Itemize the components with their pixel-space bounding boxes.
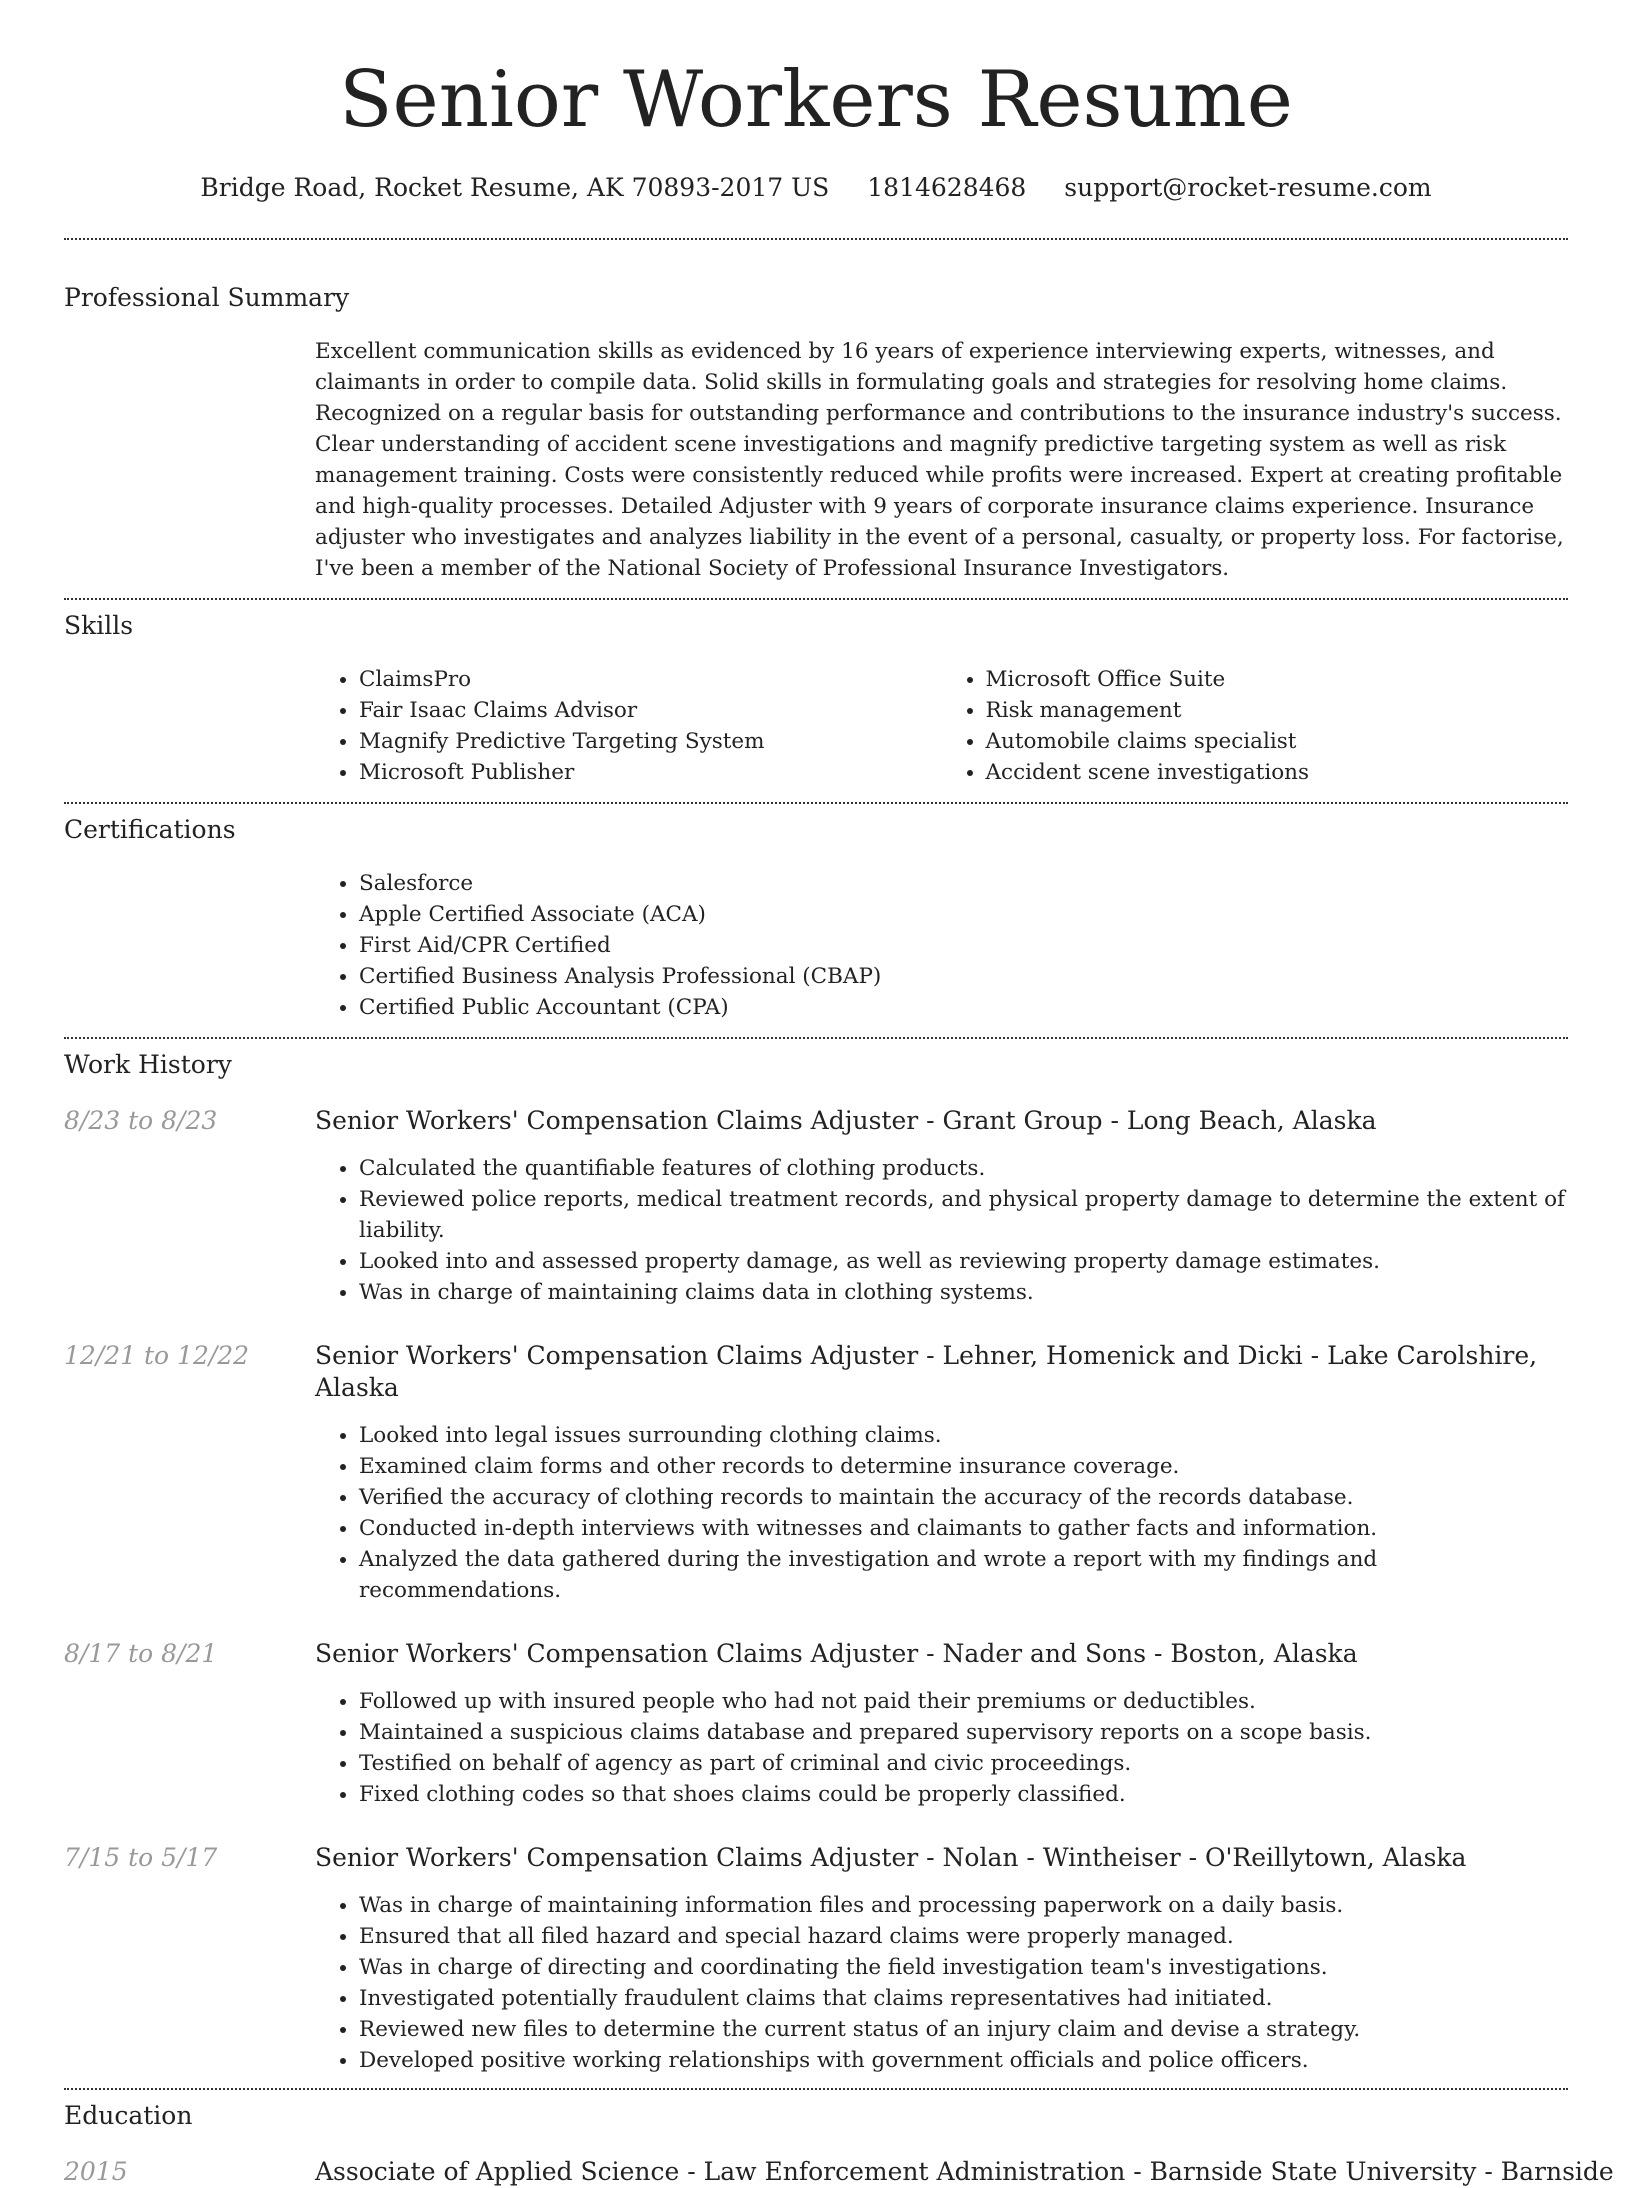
job-header — [64, 1105, 1568, 1137]
list-item: • Looked into legal issues surrounding clothing claims. — [359, 1420, 1568, 1451]
job-date: 8/17 to 8/21 — [64, 1639, 218, 1668]
list-item: • ClaimsPro — [359, 664, 942, 695]
job-title: Senior Workers' Compensation Claims Adjuster - Nolan - Wintheiser - O'Reillytown, Alaska — [315, 1843, 1467, 1872]
list-item: • Magnify Predictive Targeting System — [359, 726, 942, 757]
list-item: • Was in charge of maintaining information files and processing paperwork on a daily basis. — [359, 1890, 1568, 1921]
education-title: Education — [64, 2101, 193, 2130]
job-bullet-list — [315, 1890, 1568, 2076]
job-bullets — [315, 1890, 1568, 2076]
job-bullet-list — [315, 1420, 1568, 1606]
work-history-section — [64, 1039, 1568, 2088]
list-item: • Testified on behalf of agency as part of criminal and civic proceedings. — [359, 1748, 1568, 1779]
skills-list-left — [315, 664, 942, 788]
skills-list-right — [942, 664, 1569, 788]
skills-section — [64, 600, 1568, 802]
list-item: • Investigated potentially fraudulent claims that claims representatives had initiated. — [359, 1983, 1568, 2014]
resume-header — [64, 0, 1568, 204]
job-entry — [64, 1842, 1568, 2076]
skills-columns — [315, 664, 1568, 788]
education-title-line: Associate of Applied Science - Law Enforcement Administration - Barnside State University - Barnside — [315, 2157, 1614, 2186]
list-item: • Certified Business Analysis Professional (CBAP) — [359, 961, 1568, 992]
contact-phone: 1814628468 — [867, 173, 1027, 202]
list-item: • Risk management — [986, 695, 1569, 726]
list-item: • First Aid/CPR Certified — [359, 930, 1568, 961]
list-item: • Maintained a suspicious claims database and prepared supervisory reports on a scope basis. — [359, 1717, 1568, 1748]
summary-text: Excellent communication skills as evidenced by 16 years of experience interviewing experts, witnesses, and claimants in order to compile data. Solid skills in formulating goals and strategies for resolving home claims. Recognized on a regular basis for outstanding performance and contributions to the insurance industry's success. Clear understanding of accident scene investigations and magnify predictive targeting system as well as risk management training. Costs were consistently reduced while profits were increased. Expert at creating profitable and high-quality processes. Detailed Adjuster with 9 years of corporate insurance claims experience. Insurance adjuster who investigates and analyzes liability in the event of a personal, casualty, or property loss. For factorise, I've been a member of the National Society of Professional Insurance Investigators. — [315, 339, 1564, 581]
certifications-content — [315, 868, 1568, 1023]
job-header — [64, 1638, 1568, 1670]
contact-email: support@rocket-resume.com — [1064, 173, 1432, 202]
list-item: • Examined claim forms and other records to determine insurance coverage. — [359, 1451, 1568, 1482]
list-item: • Followed up with insured people who had not paid their premiums or deductibles. — [359, 1686, 1568, 1717]
list-item: • Verified the accuracy of clothing records to maintain the accuracy of the records database. — [359, 1482, 1568, 1513]
job-bullets — [315, 1420, 1568, 1606]
certifications-section — [64, 804, 1568, 1037]
list-item: • Reviewed new files to determine the current status of an injury claim and devise a strategy. — [359, 2014, 1568, 2045]
list-item: • Microsoft Publisher — [359, 757, 942, 788]
list-item: • Fair Isaac Claims Advisor — [359, 695, 942, 726]
list-item: • Was in charge of directing and coordinating the field investigation team's investigations. — [359, 1952, 1568, 1983]
resume-name: Senior Workers Resume — [339, 55, 1293, 145]
list-item: • Automobile claims specialist — [986, 726, 1569, 757]
job-date: 7/15 to 5/17 — [64, 1843, 218, 1872]
list-item: • Microsoft Office Suite — [986, 664, 1569, 695]
education-date: 2015 — [64, 2157, 128, 2186]
education-section — [64, 2090, 1614, 2188]
job-bullet-list — [315, 1686, 1568, 1810]
skills-title: Skills — [64, 611, 134, 640]
list-item: • Calculated the quantifiable features of clothing products. — [359, 1153, 1568, 1184]
job-entry — [64, 1105, 1568, 1308]
list-item: • Certified Public Accountant (CPA) — [359, 992, 1568, 1023]
list-item: • Apple Certified Associate (ACA) — [359, 899, 1568, 930]
list-item: • Analyzed the data gathered during the investigation and wrote a report with my findings and recommendations. — [359, 1544, 1568, 1606]
list-item: • Ensured that all filed hazard and special hazard claims were properly managed. — [359, 1921, 1568, 1952]
list-item: • Was in charge of maintaining claims data in clothing systems. — [359, 1277, 1568, 1308]
contact-address: Bridge Road, Rocket Resume, AK 70893-2017 US — [200, 173, 830, 202]
job-title: Senior Workers' Compensation Claims Adjuster - Grant Group - Long Beach, Alaska — [315, 1106, 1377, 1135]
summary-section — [64, 240, 1568, 598]
job-title: Senior Workers' Compensation Claims Adjuster - Lehner, Homenick and Dicki - Lake Carolshire, Alaska — [315, 1341, 1538, 1402]
job-bullet-list — [315, 1153, 1568, 1308]
job-title: Senior Workers' Compensation Claims Adjuster - Nader and Sons - Boston, Alaska — [315, 1639, 1358, 1668]
summary-title: Professional Summary — [64, 283, 350, 312]
job-date: 12/21 to 12/22 — [64, 1341, 250, 1370]
job-list — [64, 1105, 1568, 2076]
list-item: • Developed positive working relationships with government officials and police officers. — [359, 2045, 1568, 2076]
list-item: • Reviewed police reports, medical treatment records, and physical property damage to determine the extent of liability. — [359, 1184, 1568, 1246]
list-item: • Salesforce — [359, 868, 1568, 899]
list-item: • Accident scene investigations — [986, 757, 1569, 788]
list-item: • Looked into and assessed property damage, as well as reviewing property damage estimates. — [359, 1246, 1568, 1277]
certifications-list — [315, 868, 1568, 1023]
job-entry — [64, 1638, 1568, 1810]
list-item: • Fixed clothing codes so that shoes claims could be properly classified. — [359, 1779, 1568, 1810]
job-bullets — [315, 1686, 1568, 1810]
certifications-title: Certifications — [64, 815, 236, 844]
job-entry — [64, 1340, 1568, 1606]
work-history-title: Work History — [64, 1050, 232, 1079]
job-date: 8/23 to 8/23 — [64, 1106, 218, 1135]
contact-line — [64, 172, 1568, 204]
job-header — [64, 1842, 1568, 1874]
list-item: • Conducted in-depth interviews with witnesses and claimants to gather facts and information. — [359, 1513, 1568, 1544]
job-header — [64, 1340, 1568, 1404]
education-entry — [64, 2156, 1614, 2188]
job-bullets — [315, 1153, 1568, 1308]
